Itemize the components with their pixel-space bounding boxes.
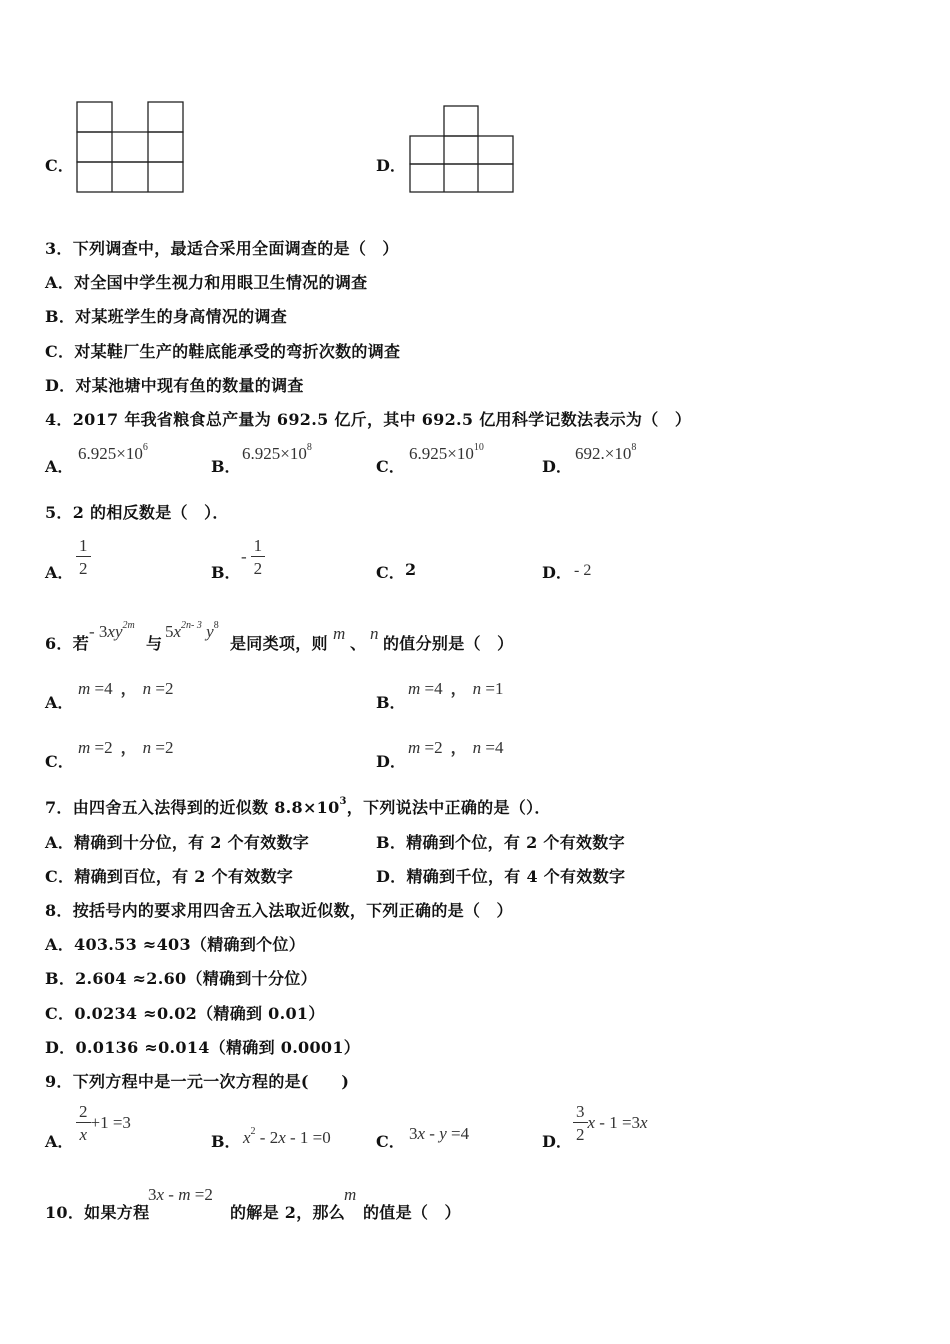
q9-option-c-label: C． [376, 1132, 405, 1151]
q7-stem: 7．由四舍五入法得到的近似数 $8.8\times 10^3$，下列说法中正确的是（）． [45, 796, 551, 817]
q9-option-c-expr: 3x - y =4 [409, 1124, 470, 1143]
q8-option-a: A．403.53 ≈403（精确到个位） [45, 935, 306, 954]
q6-term2: $5x^{2n- 3}$ $y^8$ [165, 620, 219, 641]
q10-equation: 3x - m =2 [148, 1185, 213, 1204]
q4-option-c-label: C． [376, 457, 405, 476]
q4-option-b-label: B． [211, 457, 241, 476]
q3-option-c: C．对某鞋厂生产的鞋底能承受的弯折次数的调查 [45, 342, 401, 361]
q3-stem: 3．下列调查中，最适合采用全面调查的是（ ） [45, 239, 399, 258]
q7-option-b: B．精确到个位，有 2 个有效数字 [376, 833, 625, 852]
q5-option-d-label: D． [542, 563, 572, 582]
q4-option-a-expr: $6.925\times 10^6$ [78, 442, 148, 463]
q6-option-c-expr: m =2 ， n =2 [78, 738, 174, 757]
q6-option-a-expr: m =4 ， n =2 [78, 679, 174, 698]
q8-option-b: B．2.604 ≈2.60（精确到十分位） [45, 969, 317, 988]
q2-option-d-figure [408, 104, 518, 196]
q6-mid: 是同类项，则 [230, 634, 328, 653]
q9-option-d-expr: $\frac{3}{2}$ x - 1 =3x [573, 1103, 648, 1143]
q2-option-c-label: C． [45, 156, 74, 175]
q6-sep: 、 [350, 634, 367, 653]
q10-suffix: 的值是（ ） [363, 1203, 461, 1222]
q6-option-c-label: C． [45, 752, 74, 771]
q5-option-a-label: A． [45, 563, 74, 582]
q6-option-b-expr: m =4 ， n =1 [408, 679, 504, 698]
q5-option-b-fraction: - $\frac{1}{2}$ [241, 537, 265, 577]
q4-option-c-expr: $6.925\times 10^{10}$ [409, 442, 484, 463]
q7-option-c: C．精确到百位，有 2 个有效数字 [45, 867, 294, 886]
q7-option-a: A．精确到十分位，有 2 个有效数字 [45, 833, 310, 852]
q6-var-m: m [333, 624, 346, 643]
q3-option-b: B．对某班学生的身高情况的调查 [45, 307, 288, 326]
q3-option-d: D．对某池塘中现有鱼的数量的调查 [45, 376, 304, 395]
q6-option-b-label: B． [376, 693, 406, 712]
q5-option-a-fraction: $\frac{1}{2}$ [76, 537, 91, 577]
q5-stem: 5．2 的相反数是（ ）． [45, 503, 229, 522]
q2-option-d-label: D． [376, 156, 406, 175]
q7-option-d: D．精确到千位，有 4 个有效数字 [376, 867, 626, 886]
q9-option-d-label: D． [542, 1132, 572, 1151]
q4-option-b-expr: $6.925\times 10^8$ [242, 442, 312, 463]
q9-option-a-expr: $\frac{2}{x}$ +1 =3 [76, 1103, 131, 1143]
q2-option-c-figure [76, 100, 186, 195]
q9-option-b-label: B． [211, 1132, 241, 1151]
q9-option-b-expr: $x^2 - 2x - 1 =0$ [243, 1126, 331, 1147]
q9-option-a-label: A． [45, 1132, 74, 1151]
q4-option-d-label: D． [542, 457, 572, 476]
q8-stem: 8．按括号内的要求用四舍五入法取近似数，下列正确的是（ ） [45, 901, 513, 920]
q6-option-d-expr: m =2 ， n =4 [408, 738, 504, 757]
q8-option-d: D．0.0136 ≈0.014（精确到 0.0001） [45, 1038, 361, 1057]
q8-option-c: C．0.0234 ≈0.02（精确到 0.01） [45, 1004, 325, 1023]
q6-option-a-label: A． [45, 693, 74, 712]
q9-stem: 9．下列方程中是一元一次方程的是( ) [45, 1072, 350, 1091]
q10-prefix: 10．如果方程 [45, 1203, 150, 1222]
q4-option-a-label: A． [45, 457, 74, 476]
q3-option-a: A．对全国中学生视力和用眼卫生情况的调查 [45, 273, 368, 292]
q6-connector: 与 [146, 634, 163, 653]
q5-option-d-value: - 2 [574, 562, 592, 579]
q6-var-n: n [370, 624, 379, 643]
q6-term1: - $3xy^{2m}$ [89, 620, 135, 641]
q10-mid: 的解是 2，那么 [230, 1203, 346, 1222]
q10-var-m: m [344, 1185, 357, 1204]
q4-stem: 4．2017 年我省粮食总产量为 692.5 亿斤，其中 692.5 亿用科学记数法表示为（ ） [45, 410, 692, 429]
q5-option-b-label: B． [211, 563, 241, 582]
q6-prefix: 6．若 [45, 634, 90, 653]
q5-option-c-label: C． [376, 563, 405, 582]
q6-option-d-label: D． [376, 752, 406, 771]
q5-option-c-value: 2 [405, 560, 417, 579]
q4-option-d-expr: $692.\times 10^8$ [575, 442, 637, 463]
q6-suffix: 的值分别是（ ） [383, 634, 514, 653]
